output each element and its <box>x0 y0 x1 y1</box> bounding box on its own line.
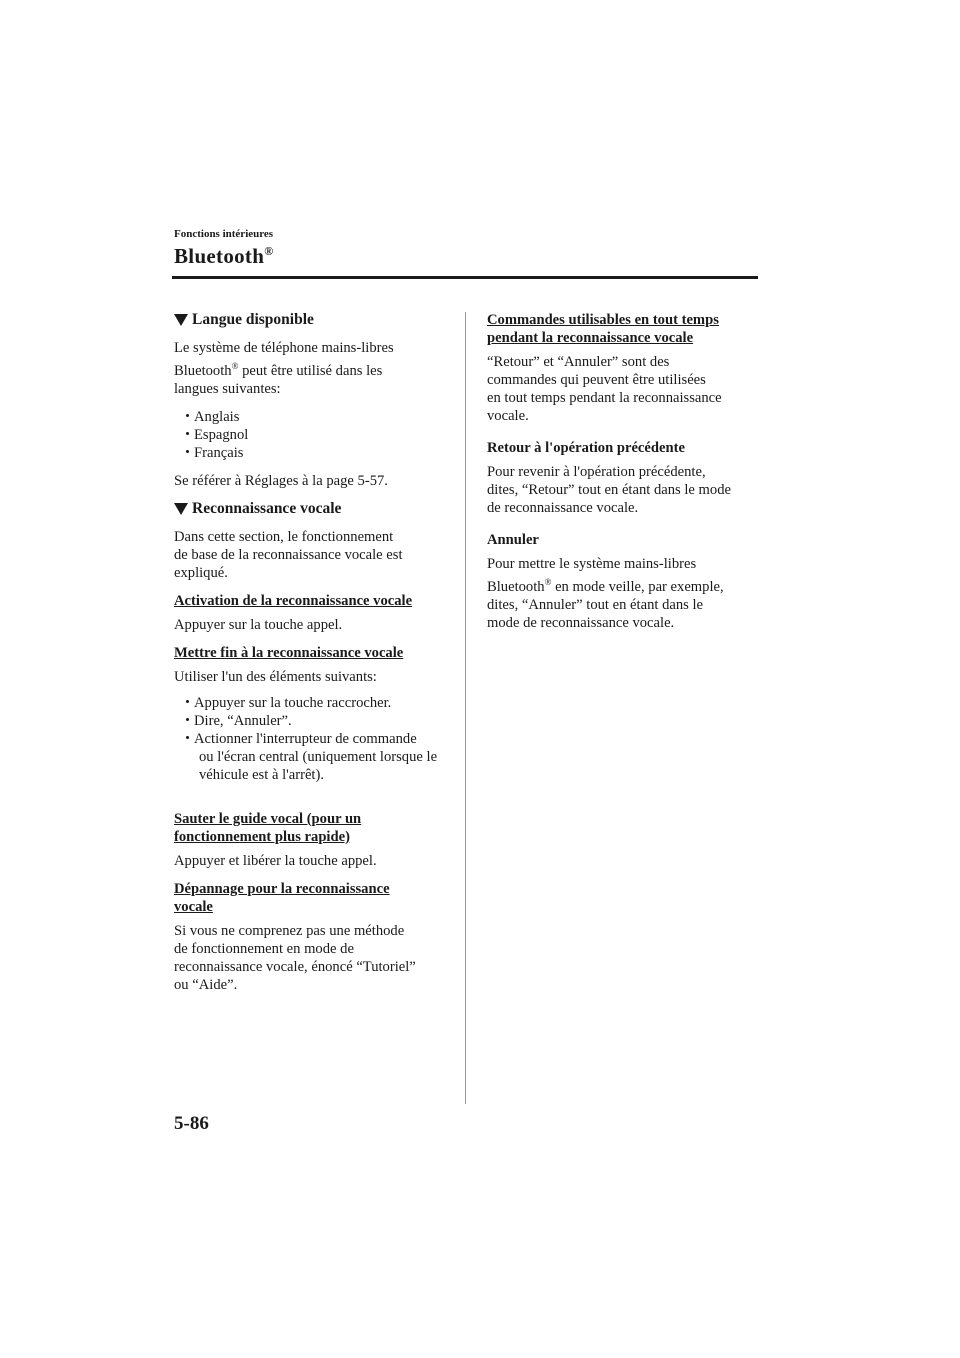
bullet-icon <box>186 736 189 739</box>
paragraph-ref: Se référer à Réglages à la page 5-57. <box>174 472 388 489</box>
list-item-text: Actionner l'interrupteur de commande <box>194 730 417 747</box>
text-line: fonctionnement plus rapide) <box>174 828 350 845</box>
paragraph-fin: Utiliser l'un des éléments suivants: <box>174 668 377 685</box>
list-item <box>186 730 452 748</box>
bullet-icon <box>186 414 189 417</box>
text-line: peut être utilisé dans les <box>238 362 383 379</box>
paragraph-retour <box>487 463 759 517</box>
triangle-marker-icon <box>174 503 188 515</box>
text-line: Le système de téléphone mains-libres <box>174 340 394 356</box>
text-line: Bluetooth <box>487 578 545 595</box>
text-line: Pour mettre le système mains-libres <box>487 556 697 572</box>
section-label: Fonctions intérieures <box>174 228 274 240</box>
list-item-text: Français <box>194 444 244 461</box>
bullet-icon <box>186 718 189 721</box>
subheading-activation: Activation de la reconnaissance vocale <box>174 592 413 609</box>
bullet-icon <box>186 450 189 453</box>
list-item <box>186 712 452 730</box>
bullet-icon <box>186 700 189 703</box>
heading-langue <box>174 311 452 329</box>
text-line: Bluetooth <box>174 362 232 379</box>
list-item-text: Dire, “Annuler”. <box>194 712 292 729</box>
text-line: Dépannage pour la reconnaissance <box>174 880 390 897</box>
header-rule <box>172 276 758 279</box>
end-options-list <box>174 694 452 784</box>
text-line: “Retour” et “Annuler” sont des <box>487 354 670 370</box>
column-divider <box>465 312 466 1104</box>
text-line: expliqué. <box>174 564 228 581</box>
subheading-fin: Mettre fin à la reconnaissance vocale <box>174 644 404 661</box>
registered-mark: ® <box>231 361 239 371</box>
text-line: Si vous ne comprenez pas une méthode <box>174 922 405 939</box>
text-line: reconnaissance vocale, énoncé “Tutoriel” <box>174 958 416 975</box>
text-line: Pour revenir à l'opération précédente, <box>487 464 706 480</box>
list-item-text: Anglais <box>194 408 240 425</box>
left-column <box>174 311 452 1004</box>
text-line: vocale. <box>487 408 529 424</box>
text-line: vocale <box>174 898 213 915</box>
paragraph-section-intro <box>174 528 452 582</box>
paragraph-commandes <box>487 353 759 425</box>
list-item <box>186 408 452 426</box>
bullet-icon <box>186 432 189 435</box>
subheading-retour: Retour à l'opération précédente <box>487 440 685 456</box>
heading-text: Langue disponible <box>192 311 314 328</box>
registered-mark: ® <box>264 244 274 258</box>
paragraph-sauter: Appuyer et libérer la touche appel. <box>174 852 377 869</box>
text-line: en mode veille, par exemple, <box>551 578 724 595</box>
text-line: Dans cette section, le fonctionnement <box>174 528 394 545</box>
text-line: Commandes utilisables en tout temps <box>487 312 719 328</box>
paragraph-activation: Appuyer sur la touche appel. <box>174 616 343 633</box>
text-line: en tout temps pendant la reconnaissance <box>487 390 722 406</box>
text-line: langues suivantes: <box>174 380 281 397</box>
text-line: dites, “Annuler” tout en étant dans le <box>487 596 703 613</box>
heading-text: Reconnaissance vocale <box>192 499 342 517</box>
right-column <box>487 311 759 642</box>
list-item <box>186 426 452 444</box>
page-title-text: Bluetooth <box>174 244 265 268</box>
triangle-marker-icon <box>174 314 188 326</box>
text-line: de fonctionnement en mode de <box>174 940 354 957</box>
subheading-sauter <box>174 810 452 846</box>
list-item-text: véhicule est à l'arrêt). <box>199 766 324 783</box>
subheading-commandes <box>487 311 759 347</box>
list-item-text: Espagnol <box>194 426 249 443</box>
text-line: de base de la reconnaissance vocale est <box>174 546 403 563</box>
registered-mark: ® <box>544 577 552 587</box>
list-item <box>186 444 452 462</box>
spacer <box>174 794 452 810</box>
text-line: commandes qui peuvent être utilisées <box>487 372 706 388</box>
paragraph-annuler <box>487 555 759 632</box>
page-number: 5-86 <box>174 1113 209 1134</box>
list-item-text: Appuyer sur la touche raccrocher. <box>194 694 392 711</box>
list-item <box>186 694 452 712</box>
text-line: mode de reconnaissance vocale. <box>487 614 675 631</box>
subheading-annuler: Annuler <box>487 532 539 548</box>
list-item-text: ou l'écran central (uniquement lorsque le <box>199 748 438 765</box>
text-line: Sauter le guide vocal (pour un <box>174 810 362 827</box>
text-line: pendant la reconnaissance vocale <box>487 330 694 346</box>
paragraph-intro <box>174 339 452 398</box>
page-title <box>174 244 273 269</box>
subheading-depannage <box>174 880 452 916</box>
list-item-continuation <box>186 766 452 784</box>
text-line: de reconnaissance vocale. <box>487 500 639 516</box>
heading-reconnaissance <box>174 500 452 518</box>
list-item-continuation <box>186 748 452 766</box>
language-list <box>174 408 452 462</box>
text-line: ou “Aide”. <box>174 976 238 993</box>
paragraph-depannage <box>174 922 452 994</box>
text-line: dites, “Retour” tout en étant dans le mode <box>487 482 731 498</box>
